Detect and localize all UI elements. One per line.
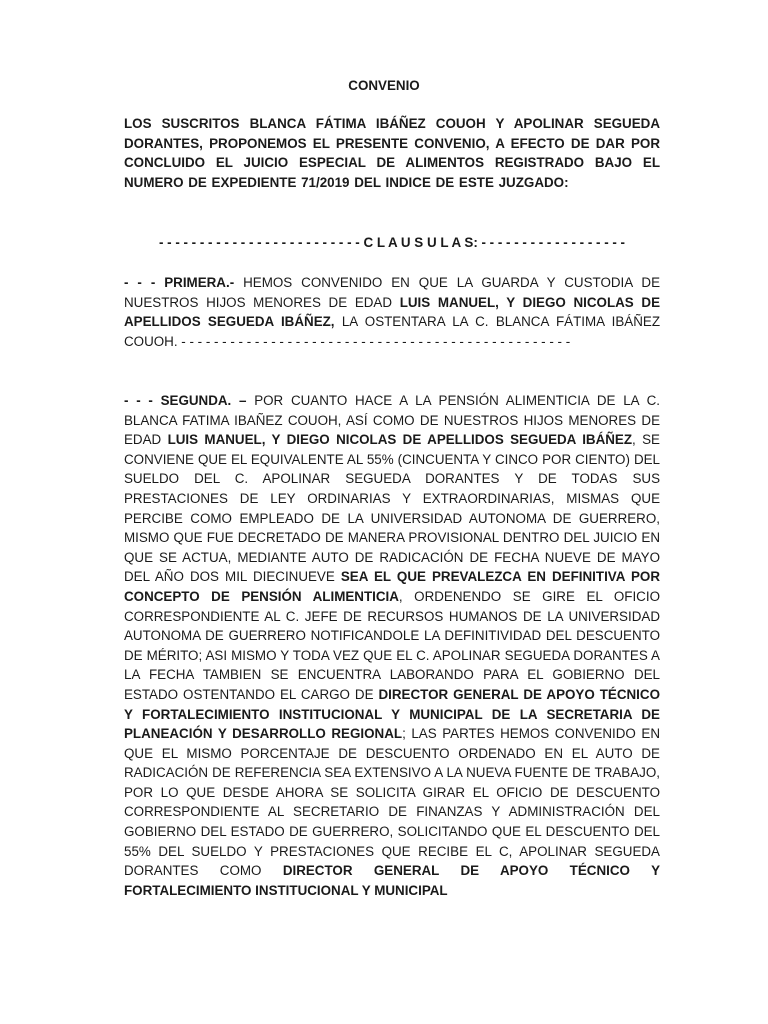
clause-primera-text-1: HEMOS CONVENIDO EN QUE LA GUARDA Y CUSTODIA DE NUESTROS HIJOS MENORES DE EDAD [124, 275, 661, 310]
clause-primera-text-2: LA OSTENTARA LA C. BLANCA FÁTIMA IBÁÑEZ COUOH. - - - - - - - - - - - - - - - - - - - - - - - - - - - - - - - - - - - - - - - - - - - - - - - - [124, 314, 660, 349]
clause-segunda-bold-4: DIRECTOR GENERAL DE APOYO TÉCNICO Y FORTALECIMIENTO INSTITUCIONAL Y MUNICIPAL [124, 863, 661, 898]
clause-segunda-text-4: ; LAS PARTES HEMOS CONVENIDO EN QUE EL MISMO PORCENTAJE DE DESCUENTO ORDENADO EN EL AUTO DE RADICACIÓN DE REFERENCIA SEA EXTENSIVO A LA NUEVA FUENTE DE TRABAJO, POR LO QUE DESDE AHORA SE SOLICITA GIRAR EL OFICIO DE DESCUENTO CORRESPONDIENTE AL SECRETARIO DE FINANZAS Y ADMINISTRACIÓN DEL GOBIERNO DEL ESTADO DE GUERRERO, SOLICITANDO QUE EL DESCUENTO DEL 55% DEL SUELDO Y PRESTACIONES QUE RECIBE EL C, APOLINAR SEGUEDA DORANTES COMO [124, 726, 661, 879]
clause-segunda-label: - - - SEGUNDA. – [124, 393, 247, 408]
clause-primera [124, 273, 660, 351]
clause-segunda-text-2: , SE CONVIENE QUE EL EQUIVALENTE AL 55% (CINCUENTA Y CINCO POR CIENTO) DEL SUELDO DEL C. APOLINAR SEGUEDA DORANTES Y DE TODAS SUS PRESTACIONES DE LEY ORDINARIAS Y EXTRAORDINARIAS, MISMAS QUE PERCIBE COMO EMPLEADO DE LA UNIVERSIDAD AUTONOMA DE GUERRERO, MISMO QUE FUE DECRETADO DE MANERA PROVISIONAL DENTRO DEL JUICIO EN QUE SE ACTUA, MEDIANTE AUTO DE RADICACIÓN DE FECHA NUEVE DE MAYO DEL AÑO DOS MIL DIECINUEVE [124, 432, 660, 585]
document-title: CONVENIO [348, 78, 420, 93]
clause-segunda [124, 391, 660, 900]
clause-segunda-bold-3: DIRECTOR GENERAL DE APOYO TÉCNICO Y FORTALECIMIENTO INSTITUCIONAL Y MUNICIPAL DE LA SECRETARIA DE PLANEACIÓN Y DESARROLLO REGIONAL [124, 686, 660, 742]
clause-segunda-bold-2: SEA EL QUE PREVALEZCA EN DEFINITIVA POR CONCEPTO DE PENSIÓN ALIMENTICIA [124, 569, 661, 604]
clause-primera-bold-1: LUIS MANUEL, Y DIEGO NICOLAS DE APELLIDOS SEGUEDA IBÁÑEZ, [124, 294, 661, 330]
clause-segunda-text-1: POR CUANTO HACE A LA PENSIÓN ALIMENTICIA DE LA C. BLANCA FATIMA IBAÑEZ COUOH, ASÍ COMO DE NUESTROS HIJOS MENORES DE EDAD [124, 393, 660, 448]
clause-segunda-text-3: , ORDENENDO SE GIRE EL OFICIO CORRESPONDIENTE AL C. JEFE DE RECURSOS HUMANOS DE LA UNIVERSIDAD AUTONOMA DE GUERRERO NOTIFICANDOLE LA DEFINITIVIDAD DEL DESCUENTO DE MÉRITO; ASI MISMO Y TODA VEZ QUE EL C. APOLINAR SEGUEDA DORANTES A LA FECHA TAMBIEN SE ENCUENTRA LABORANDO PARA EL GOBIERNO DEL ESTADO OSTENTANDO EL CARGO DE [124, 588, 660, 702]
clause-primera-label: - - - PRIMERA.- [124, 275, 235, 290]
clausulas-heading: - - - - - - - - - - - - - - - - - - - - - - - - - C L A U S U L A S: - - - - - - - - - - - - - - - - - - [158, 235, 626, 250]
intro-paragraph: LOS SUSCRITOS BLANCA FÁTIMA IBÁÑEZ COUOH Y APOLINAR SEGUEDA DORANTES, PROPONEMOS EL PRESENTE CONVENIO, A EFECTO DE DAR POR CONCLUIDO EL JUICIO ESPECIAL DE ALIMENTOS REGISTRADO BAJO EL NUMERO DE EXPEDIENTE 71/2019 DEL INDICE DE ESTE JUZGADO: [124, 116, 660, 190]
clause-segunda-bold-1: LUIS MANUEL, Y DIEGO NICOLAS DE APELLIDOS SEGUEDA IBÁÑEZ [167, 432, 633, 448]
